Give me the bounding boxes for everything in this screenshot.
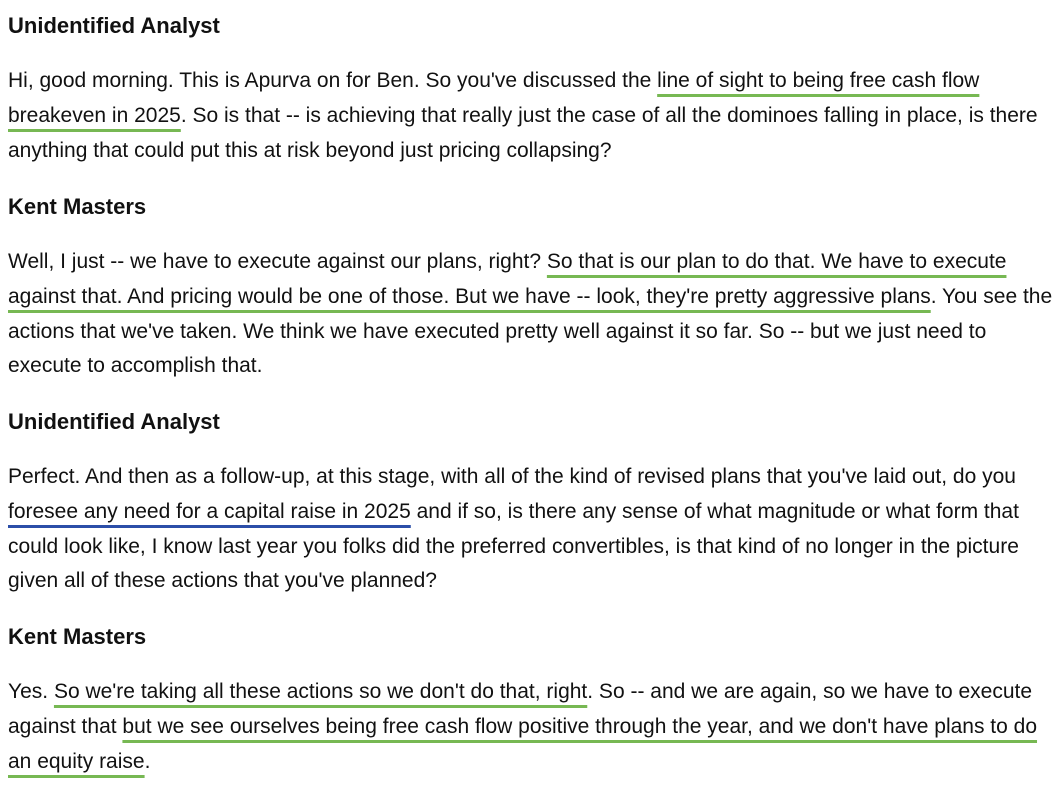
highlighted-phrase: So that is our plan to do that. We have to execute against that. And pricing would be one of those. But we have -- look, they're pretty aggressive plans [8,250,1007,308]
remarks-text: . So is that -- is achieving that really just the case of all the dominoes falling in place, is there anything that could put this at risk beyond just pricing collapsing? [8,103,1038,162]
highlighted-phrase: but we see ourselves being free cash flow positive through the year, and we don't have plans to do an equity raise [8,714,1038,773]
speaker-remarks [8,675,1054,779]
remarks-text: . So -- and we are again, so we have to execute against that [8,680,1033,738]
speaker-remarks [8,460,1054,599]
remarks-text: Perfect. And then as a follow-up, at this stage, with all of the kind of revised plans that you've laid out, do you [8,465,1016,488]
highlighted-phrase: So we're taking all these actions so we don't do that, right [53,680,588,703]
remarks-text: Hi, good morning. This is Apurva on for Ben. So you've discussed the [8,69,658,92]
speaker-name: Kent Masters [8,194,147,219]
remarks-text: and if so, is there any sense of what magnitude or what form that could look like, I know last year you folks did the preferred convertibles, is that kind of no longer in the picture given all of these actions that you've planned? [8,499,1019,593]
highlighted-phrase: foresee any need for a capital raise in 2025 [8,499,411,523]
speaker-name: Unidentified Analyst [8,409,220,434]
highlighted-phrase: line of sight to being free cash flow breakeven in 2025 [8,69,980,127]
speaker-remarks [8,245,1054,384]
speaker-remarks [8,64,1054,168]
speaker-name: Kent Masters [8,624,147,649]
remarks-text: Well, I just -- we have to execute against our plans, right? [8,250,547,273]
remarks-text: . You see the actions that we've taken. We think we have executed pretty well against it so far. So -- but we just need to execute to accomplish that. [8,284,1053,378]
speaker-name: Unidentified Analyst [8,13,220,38]
remarks-text: . [144,749,151,773]
remarks-text: Yes. [8,680,54,703]
